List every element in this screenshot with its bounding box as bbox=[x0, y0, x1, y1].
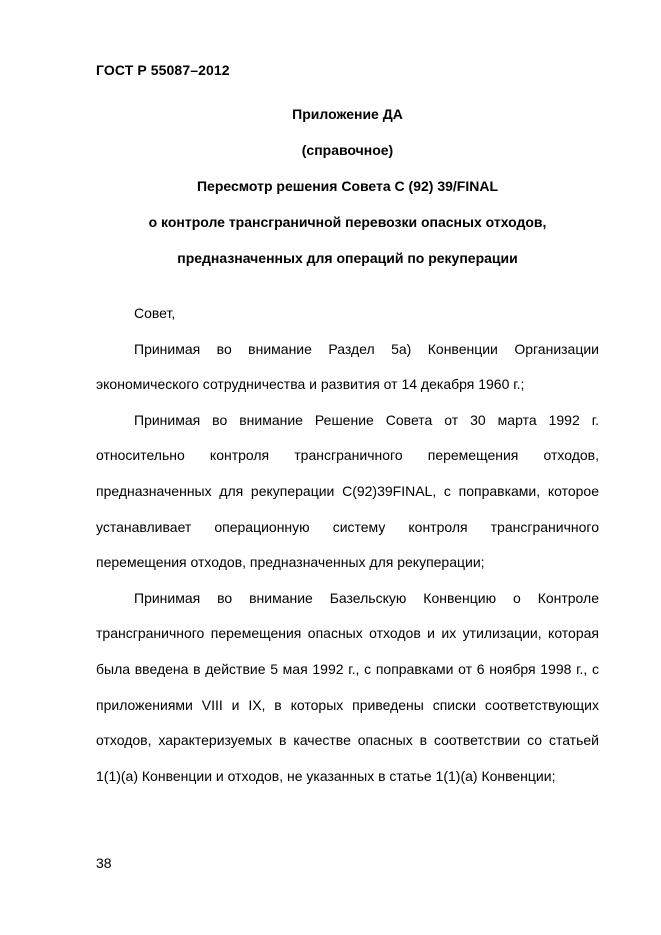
page-number: 38 bbox=[96, 855, 112, 871]
body-text bbox=[96, 296, 599, 794]
paragraph-oecd-convention: Принимая во внимание Раздел 5а) Конвенции Организации экономического сотрудничества и развития от 14 декабря 1960 г.; bbox=[96, 340, 599, 393]
appendix-type: (справочное) bbox=[301, 142, 394, 158]
appendix-heading bbox=[96, 104, 599, 284]
appendix-title: Приложение ДА bbox=[292, 106, 403, 122]
paragraph-council-decision: Принимая во внимание Решение Совета от 30 марта 1992 г. относительно контроля трансграничного перемещения отходов, предназначенных для рекуперации С(92)39FINAL, с поправками, которое устанавливает операционную систему контроля трансграничного перемещения отходов, предназначенных для рекуперации; bbox=[96, 411, 599, 571]
document-title-line-2: о контроле трансграничной перевозки опасных отходов, bbox=[148, 214, 547, 230]
document-title-line-3: предназначенных для операций по рекуперации bbox=[177, 250, 518, 266]
paragraph-basel-convention: Принимая во внимание Базельскую Конвенцию о Контроле трансграничного перемещения опасных отходов и их утилизации, которая была введена в действие 5 мая 1992 г., с поправками от 6 ноября 1998 г., с приложениями VIII и IX, в которых приведены списки соответствующих отходов, характеризуемых в качестве опасных в соответствии со статьей 1(1)(а) Конвенции и отходов, не указанных в статье 1(1)(а) Конвенции; bbox=[96, 589, 599, 784]
document-title-line-1: Пересмотр решения Совета С (92) 39/FINAL bbox=[196, 178, 499, 194]
paragraph-council: Совет, bbox=[134, 305, 176, 321]
standard-code: ГОСТ Р 55087–2012 bbox=[96, 62, 230, 78]
